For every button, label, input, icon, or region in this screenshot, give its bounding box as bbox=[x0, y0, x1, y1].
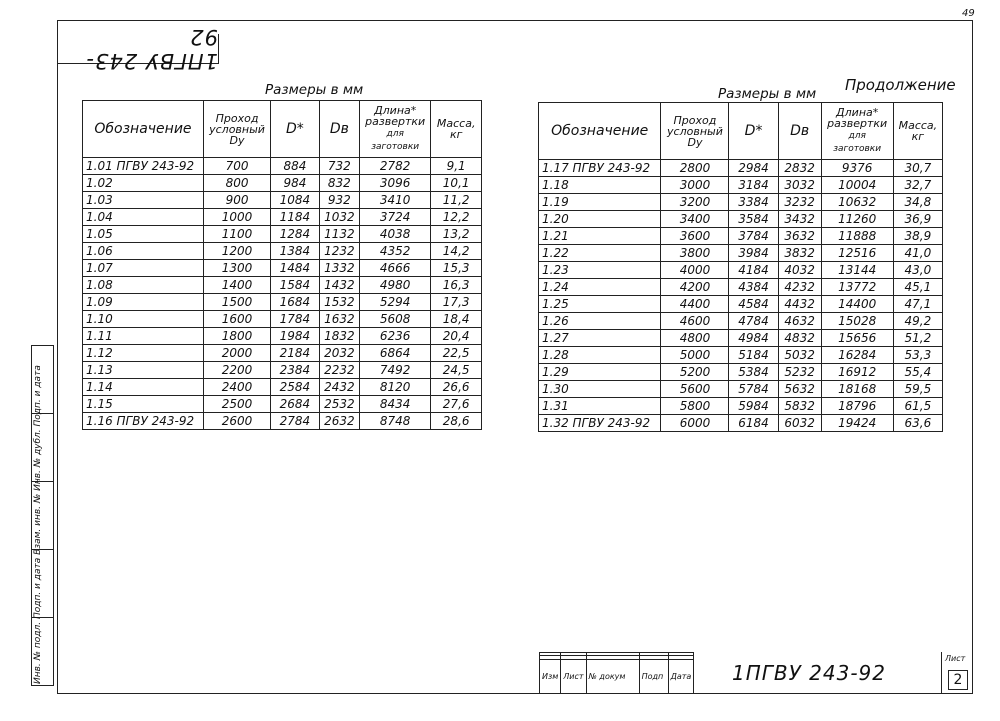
cell-designation: 1.18 bbox=[539, 177, 661, 194]
cell-mass: 24,5 bbox=[431, 362, 482, 379]
table-row bbox=[83, 226, 482, 243]
cell-d: 4984 bbox=[729, 330, 778, 347]
right-header-row bbox=[539, 103, 943, 160]
cell-d: 4384 bbox=[729, 279, 778, 296]
cell-db: 5832 bbox=[778, 398, 821, 415]
table-row bbox=[83, 311, 482, 328]
cell-mass: 9,1 bbox=[431, 158, 482, 175]
table-row bbox=[83, 277, 482, 294]
cell-mass: 17,3 bbox=[431, 294, 482, 311]
table-row bbox=[83, 158, 482, 175]
cell-mass: 38,9 bbox=[893, 228, 942, 245]
table-row bbox=[539, 228, 943, 245]
cell-mass: 43,0 bbox=[893, 262, 942, 279]
cell-length: 3410 bbox=[360, 192, 431, 209]
cell-d: 1584 bbox=[271, 277, 320, 294]
table-row bbox=[539, 177, 943, 194]
table-row bbox=[83, 294, 482, 311]
cell-d: 1384 bbox=[271, 243, 320, 260]
cell-db: 2832 bbox=[778, 160, 821, 177]
cell-db: 4832 bbox=[778, 330, 821, 347]
cell-mass: 34,8 bbox=[893, 194, 942, 211]
cell-mass: 41,0 bbox=[893, 245, 942, 262]
table-row bbox=[539, 364, 943, 381]
cell-db: 3032 bbox=[778, 177, 821, 194]
cell-passage: 3200 bbox=[661, 194, 729, 211]
cell-length: 13144 bbox=[821, 262, 893, 279]
cell-length: 15656 bbox=[821, 330, 893, 347]
header-length-sub: развертки bbox=[827, 117, 888, 130]
cell-passage: 1000 bbox=[203, 209, 270, 226]
cell-length: 8434 bbox=[360, 396, 431, 413]
table-row bbox=[539, 381, 943, 398]
cell-length: 11260 bbox=[821, 211, 893, 228]
cell-db: 4432 bbox=[778, 296, 821, 313]
cell-mass: 20,4 bbox=[431, 328, 482, 345]
table-row bbox=[83, 243, 482, 260]
cell-db: 5632 bbox=[778, 381, 821, 398]
continuation-label: Продолжение bbox=[845, 76, 956, 94]
cell-designation: 1.10 bbox=[83, 311, 204, 328]
cell-mass: 12,2 bbox=[431, 209, 482, 226]
cell-d: 1784 bbox=[271, 311, 320, 328]
header-length-note: для заготовки bbox=[833, 131, 882, 154]
cell-mass: 11,2 bbox=[431, 192, 482, 209]
cell-length: 10004 bbox=[821, 177, 893, 194]
table-row bbox=[83, 192, 482, 209]
cell-length: 3724 bbox=[360, 209, 431, 226]
cell-passage: 5800 bbox=[661, 398, 729, 415]
cell-length: 16912 bbox=[821, 364, 893, 381]
cell-length: 19424 bbox=[821, 415, 893, 432]
header-passage bbox=[203, 101, 270, 158]
cell-d: 5984 bbox=[729, 398, 778, 415]
cell-designation: 1.06 bbox=[83, 243, 204, 260]
table-row bbox=[539, 194, 943, 211]
table-row bbox=[83, 379, 482, 396]
cell-db: 1532 bbox=[319, 294, 359, 311]
table-row bbox=[83, 175, 482, 192]
cell-length: 10632 bbox=[821, 194, 893, 211]
cell-length: 4352 bbox=[360, 243, 431, 260]
cell-passage: 1600 bbox=[203, 311, 270, 328]
cell-mass: 45,1 bbox=[893, 279, 942, 296]
cell-mass: 22,5 bbox=[431, 345, 482, 362]
cell-d: 4784 bbox=[729, 313, 778, 330]
cell-db: 832 bbox=[319, 175, 359, 192]
right-caption: Размеры в мм bbox=[718, 86, 817, 102]
cell-mass: 51,2 bbox=[893, 330, 942, 347]
cell-d: 3184 bbox=[729, 177, 778, 194]
cell-passage: 3800 bbox=[661, 245, 729, 262]
cell-mass: 63,6 bbox=[893, 415, 942, 432]
cell-d: 884 bbox=[271, 158, 320, 175]
cell-db: 1832 bbox=[319, 328, 359, 345]
cell-db: 2632 bbox=[319, 413, 359, 430]
left-header-row bbox=[83, 101, 482, 158]
cell-db: 3832 bbox=[778, 245, 821, 262]
table-row bbox=[83, 396, 482, 413]
cell-db: 4232 bbox=[778, 279, 821, 296]
cell-designation: 1.11 bbox=[83, 328, 204, 345]
cell-d: 3384 bbox=[729, 194, 778, 211]
table-row bbox=[83, 260, 482, 277]
cell-passage: 5600 bbox=[661, 381, 729, 398]
cell-designation: 1.09 bbox=[83, 294, 204, 311]
cell-passage: 1300 bbox=[203, 260, 270, 277]
cell-designation: 1.23 bbox=[539, 262, 661, 279]
table-row bbox=[539, 262, 943, 279]
cell-mass: 28,6 bbox=[431, 413, 482, 430]
cell-passage: 4200 bbox=[661, 279, 729, 296]
cell-mass: 61,5 bbox=[893, 398, 942, 415]
cell-passage: 1100 bbox=[203, 226, 270, 243]
cell-db: 6032 bbox=[778, 415, 821, 432]
cell-designation: 1.03 bbox=[83, 192, 204, 209]
cell-designation: 1.29 bbox=[539, 364, 661, 381]
corner-page-number: 49 bbox=[962, 8, 975, 19]
sheet-label: Лист bbox=[945, 654, 966, 663]
cell-db: 1232 bbox=[319, 243, 359, 260]
cell-db: 3232 bbox=[778, 194, 821, 211]
cell-mass: 13,2 bbox=[431, 226, 482, 243]
cell-db: 932 bbox=[319, 192, 359, 209]
header-passage bbox=[661, 103, 729, 160]
cell-designation: 1.12 bbox=[83, 345, 204, 362]
cell-mass: 53,3 bbox=[893, 347, 942, 364]
cell-passage: 800 bbox=[203, 175, 270, 192]
cell-d: 2784 bbox=[271, 413, 320, 430]
cell-designation: 1.20 bbox=[539, 211, 661, 228]
cell-mass: 30,7 bbox=[893, 160, 942, 177]
cell-length: 6236 bbox=[360, 328, 431, 345]
header-passage-symbol: Dу bbox=[687, 135, 703, 149]
cell-designation: 1.31 bbox=[539, 398, 661, 415]
table-row bbox=[539, 245, 943, 262]
table-row bbox=[83, 362, 482, 379]
cell-d: 1284 bbox=[271, 226, 320, 243]
cell-length: 5608 bbox=[360, 311, 431, 328]
cell-db: 732 bbox=[319, 158, 359, 175]
header-length bbox=[360, 101, 431, 158]
cell-db: 3432 bbox=[778, 211, 821, 228]
cell-designation: 1.21 bbox=[539, 228, 661, 245]
cell-passage: 2200 bbox=[203, 362, 270, 379]
cell-d: 984 bbox=[271, 175, 320, 192]
cell-passage: 3000 bbox=[661, 177, 729, 194]
cell-d: 1084 bbox=[271, 192, 320, 209]
cell-db: 3632 bbox=[778, 228, 821, 245]
table-row bbox=[83, 345, 482, 362]
table-row bbox=[83, 209, 482, 226]
cell-length: 4980 bbox=[360, 277, 431, 294]
cell-passage: 2500 bbox=[203, 396, 270, 413]
table-row bbox=[539, 398, 943, 415]
cell-passage: 2400 bbox=[203, 379, 270, 396]
cell-db: 1632 bbox=[319, 311, 359, 328]
cell-db: 2532 bbox=[319, 396, 359, 413]
cell-length: 4666 bbox=[360, 260, 431, 277]
table-row bbox=[539, 296, 943, 313]
cell-d: 2184 bbox=[271, 345, 320, 362]
cell-db: 2432 bbox=[319, 379, 359, 396]
cell-mass: 16,3 bbox=[431, 277, 482, 294]
table-row bbox=[539, 211, 943, 228]
cell-passage: 5200 bbox=[661, 364, 729, 381]
cell-designation: 1.08 bbox=[83, 277, 204, 294]
side-strip-text: Инв. № подл. Подп. и дата Взам. инв. № Инв. № дубл. Подп. и дата bbox=[33, 365, 43, 684]
cell-designation: 1.16 ПГВУ 243-92 bbox=[83, 413, 204, 430]
cell-db: 4032 bbox=[778, 262, 821, 279]
cell-d: 2384 bbox=[271, 362, 320, 379]
cell-designation: 1.07 bbox=[83, 260, 204, 277]
cell-d: 2984 bbox=[729, 160, 778, 177]
cell-length: 12516 bbox=[821, 245, 893, 262]
cell-length: 11888 bbox=[821, 228, 893, 245]
header-designation: Обозначение bbox=[83, 101, 204, 158]
cell-db: 1332 bbox=[319, 260, 359, 277]
cell-d: 2684 bbox=[271, 396, 320, 413]
cell-passage: 2000 bbox=[203, 345, 270, 362]
cell-db: 5232 bbox=[778, 364, 821, 381]
cell-mass: 55,4 bbox=[893, 364, 942, 381]
cell-passage: 1800 bbox=[203, 328, 270, 345]
header-length-text: Длина* bbox=[836, 106, 879, 119]
cell-length: 4038 bbox=[360, 226, 431, 243]
header-mass: Масса, кг bbox=[431, 101, 482, 158]
table-row bbox=[539, 160, 943, 177]
cell-passage: 1400 bbox=[203, 277, 270, 294]
cell-designation: 1.32 ПГВУ 243-92 bbox=[539, 415, 661, 432]
cell-designation: 1.01 ПГВУ 243-92 bbox=[83, 158, 204, 175]
cell-mass: 10,1 bbox=[431, 175, 482, 192]
cell-designation: 1.25 bbox=[539, 296, 661, 313]
cell-mass: 27,6 bbox=[431, 396, 482, 413]
cell-d: 3584 bbox=[729, 211, 778, 228]
cell-passage: 1200 bbox=[203, 243, 270, 260]
cell-d: 2584 bbox=[271, 379, 320, 396]
cell-d: 1984 bbox=[271, 328, 320, 345]
cell-passage: 2600 bbox=[203, 413, 270, 430]
cell-length: 14400 bbox=[821, 296, 893, 313]
cell-designation: 1.02 bbox=[83, 175, 204, 192]
cell-designation: 1.19 bbox=[539, 194, 661, 211]
cell-designation: 1.26 bbox=[539, 313, 661, 330]
cell-length: 8120 bbox=[360, 379, 431, 396]
left-caption: Размеры в мм bbox=[265, 82, 364, 98]
cell-length: 16284 bbox=[821, 347, 893, 364]
header-d: D* bbox=[729, 103, 778, 160]
cell-passage: 5000 bbox=[661, 347, 729, 364]
cell-db: 5032 bbox=[778, 347, 821, 364]
cell-designation: 1.27 bbox=[539, 330, 661, 347]
cell-mass: 14,2 bbox=[431, 243, 482, 260]
title-block-grid bbox=[539, 652, 694, 694]
cell-length: 13772 bbox=[821, 279, 893, 296]
cell-designation: 1.04 bbox=[83, 209, 204, 226]
cell-d: 4184 bbox=[729, 262, 778, 279]
cell-length: 9376 bbox=[821, 160, 893, 177]
cell-passage: 4400 bbox=[661, 296, 729, 313]
cell-mass: 18,4 bbox=[431, 311, 482, 328]
header-designation: Обозначение bbox=[539, 103, 661, 160]
table-row bbox=[539, 330, 943, 347]
cell-db: 1032 bbox=[319, 209, 359, 226]
rotated-code-stamp bbox=[57, 24, 219, 73]
rotated-code-text: 1ПГВУ 243-92 bbox=[85, 24, 218, 73]
cell-mass: 15,3 bbox=[431, 260, 482, 277]
cell-designation: 1.22 bbox=[539, 245, 661, 262]
table-row bbox=[539, 347, 943, 364]
label-doc: № докум bbox=[586, 659, 639, 693]
cell-designation: 1.15 bbox=[83, 396, 204, 413]
cell-d: 1684 bbox=[271, 294, 320, 311]
cell-mass: 49,2 bbox=[893, 313, 942, 330]
cell-passage: 3600 bbox=[661, 228, 729, 245]
label-izm: Изм bbox=[540, 659, 561, 693]
cell-passage: 4600 bbox=[661, 313, 729, 330]
cell-length: 15028 bbox=[821, 313, 893, 330]
cell-d: 6184 bbox=[729, 415, 778, 432]
cell-length: 18796 bbox=[821, 398, 893, 415]
sheet-cell bbox=[941, 652, 973, 694]
table-row bbox=[539, 313, 943, 330]
cell-length: 6864 bbox=[360, 345, 431, 362]
label-list: Лист bbox=[561, 659, 586, 693]
cell-db: 2032 bbox=[319, 345, 359, 362]
header-db: Dв bbox=[778, 103, 821, 160]
cell-designation: 1.30 bbox=[539, 381, 661, 398]
header-passage-text: Проход условный bbox=[667, 113, 723, 138]
header-mass: Масса, кг bbox=[893, 103, 942, 160]
cell-designation: 1.17 ПГВУ 243-92 bbox=[539, 160, 661, 177]
cell-mass: 26,6 bbox=[431, 379, 482, 396]
cell-db: 4632 bbox=[778, 313, 821, 330]
cell-passage: 6000 bbox=[661, 415, 729, 432]
header-length-sub: развертки bbox=[365, 115, 426, 128]
document-designation: 1ПГВУ 243-92 bbox=[731, 661, 886, 685]
header-length-text: Длина* bbox=[374, 104, 417, 117]
table-row bbox=[83, 328, 482, 345]
cell-d: 1484 bbox=[271, 260, 320, 277]
right-dimensions-table bbox=[538, 102, 943, 432]
cell-length: 8748 bbox=[360, 413, 431, 430]
cell-d: 4584 bbox=[729, 296, 778, 313]
cell-db: 1132 bbox=[319, 226, 359, 243]
label-date: Дата bbox=[668, 659, 694, 693]
cell-d: 5184 bbox=[729, 347, 778, 364]
cell-length: 5294 bbox=[360, 294, 431, 311]
title-block bbox=[539, 652, 973, 694]
label-sign: Подп bbox=[639, 659, 668, 693]
cell-passage: 4000 bbox=[661, 262, 729, 279]
cell-length: 7492 bbox=[360, 362, 431, 379]
cell-mass: 36,9 bbox=[893, 211, 942, 228]
cell-d: 5784 bbox=[729, 381, 778, 398]
cell-designation: 1.24 bbox=[539, 279, 661, 296]
cell-length: 18168 bbox=[821, 381, 893, 398]
cell-designation: 1.13 bbox=[83, 362, 204, 379]
cell-mass: 47,1 bbox=[893, 296, 942, 313]
table-row bbox=[83, 413, 482, 430]
cell-mass: 32,7 bbox=[893, 177, 942, 194]
cell-passage: 3400 bbox=[661, 211, 729, 228]
cell-d: 3784 bbox=[729, 228, 778, 245]
table-row bbox=[539, 279, 943, 296]
header-length-note: для заготовки bbox=[371, 129, 420, 152]
header-passage-symbol: Dу bbox=[229, 133, 245, 147]
cell-d: 3984 bbox=[729, 245, 778, 262]
cell-db: 2232 bbox=[319, 362, 359, 379]
header-d: D* bbox=[271, 101, 320, 158]
table-row bbox=[539, 415, 943, 432]
sheet-number: 2 bbox=[948, 670, 968, 690]
cell-passage: 900 bbox=[203, 192, 270, 209]
cell-designation: 1.05 bbox=[83, 226, 204, 243]
cell-db: 1432 bbox=[319, 277, 359, 294]
cell-length: 3096 bbox=[360, 175, 431, 192]
cell-passage: 4800 bbox=[661, 330, 729, 347]
cell-mass: 59,5 bbox=[893, 381, 942, 398]
cell-length: 2782 bbox=[360, 158, 431, 175]
left-dimensions-table bbox=[82, 100, 482, 430]
cell-designation: 1.14 bbox=[83, 379, 204, 396]
header-db: Dв bbox=[319, 101, 359, 158]
cell-d: 5384 bbox=[729, 364, 778, 381]
header-passage-text: Проход условный bbox=[209, 111, 265, 136]
cell-designation: 1.28 bbox=[539, 347, 661, 364]
cell-d: 1184 bbox=[271, 209, 320, 226]
header-length bbox=[821, 103, 893, 160]
cell-passage: 2800 bbox=[661, 160, 729, 177]
cell-passage: 700 bbox=[203, 158, 270, 175]
cell-passage: 1500 bbox=[203, 294, 270, 311]
